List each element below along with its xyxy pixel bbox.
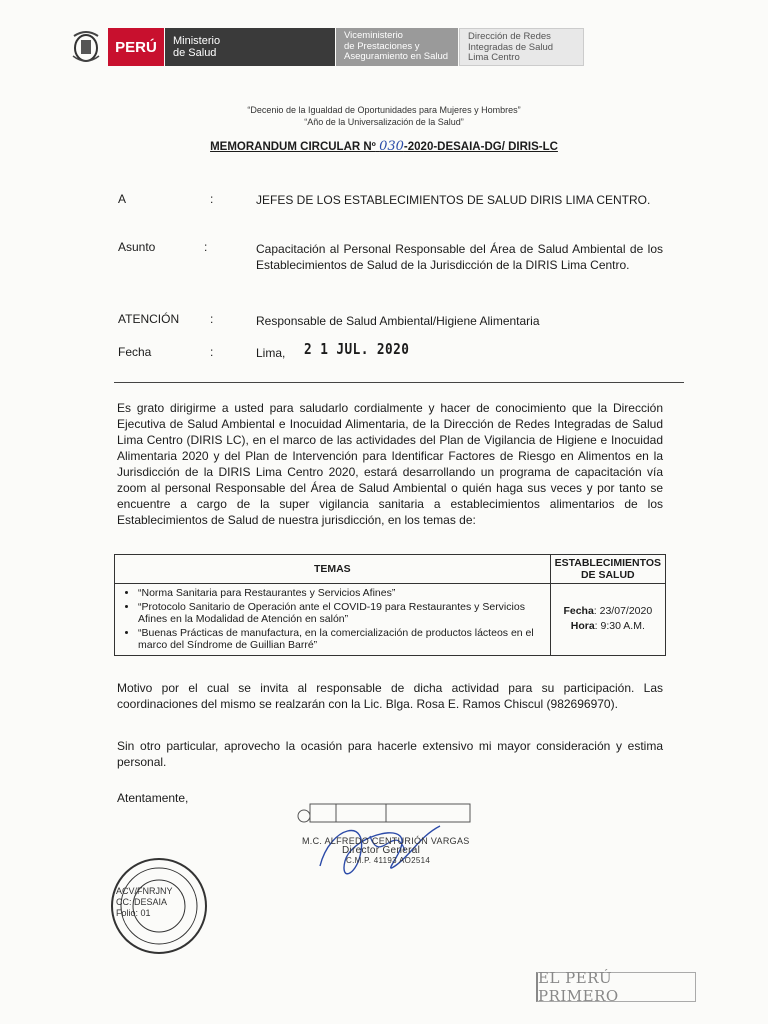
memo-prefix: MEMORANDUM CIRCULAR Nº: [210, 141, 376, 153]
col-header-establecimientos: ESTABLECIMIENTOS DE SALUD: [550, 555, 665, 584]
motivo-paragraph: Motivo por el cual se invita al responsable de dicha actividad para su participación. Las coordinaciones del mismo se realzarán con la Lic. Blga. Rosa E. Ramos Chiscul (982696970).: [117, 681, 663, 711]
signer-title: Director General: [342, 845, 421, 856]
topic-item: • “Protocolo Sanitario de Operación ante el COVID-19 para Restaurantes y Servicios Afines en la Modalidad de Atención en salón”: [138, 601, 549, 626]
schedule-time-value: : 9:30 A.M.: [594, 620, 645, 633]
schedule-time-label: Hora: [570, 620, 595, 633]
country-label: PERÚ: [108, 28, 164, 66]
salutation: Atentamente,: [117, 791, 189, 805]
topics-table: [114, 554, 666, 656]
schedule-date-label: Fecha: [563, 605, 594, 618]
initials-line: CC: DESAIA: [116, 897, 168, 907]
letterhead: [68, 24, 554, 70]
memo-suffix: -2020-DESAIA-DG/ DIRIS-LC: [403, 141, 558, 153]
memo-number: 030: [379, 139, 404, 154]
signer-name: M.C. ALFREDO CENTURIÓN VARGAS: [302, 836, 470, 846]
col-header-temas: TEMAS: [115, 555, 551, 584]
memo-title: [0, 139, 768, 154]
field-atencion-value: Responsable de Salud Ambiental/Higiene Alimentaria: [256, 314, 540, 328]
ministry-label: Ministerio de Salud: [165, 28, 335, 66]
field-atencion-colon: :: [210, 312, 214, 326]
signer-cmp: C.M.P. 41193 AO2514: [346, 856, 431, 865]
field-atencion-label: ATENCIÓN: [118, 312, 180, 326]
schedule-cell: [550, 584, 665, 656]
field-fecha-label: Fecha: [118, 345, 152, 359]
field-fecha-colon: :: [210, 345, 214, 359]
field-a-value: JEFES DE LOS ESTABLECIMIENTOS DE SALUD DIRIS LIMA CENTRO.: [256, 193, 651, 207]
decade-motto: [0, 104, 768, 128]
topic-item: • “Norma Sanitaria para Restaurantes y Servicios Afines”: [138, 587, 549, 600]
date-stamp: 2 1 JUL. 2020: [304, 340, 410, 358]
field-a-label: A: [118, 192, 127, 206]
initials-line: ACV/FNRJNY: [116, 886, 173, 896]
field-a-colon: :: [210, 192, 214, 206]
initials-block: [116, 886, 173, 919]
signature-block: [300, 836, 470, 866]
decade-line-1: “Decenio de la Igualdad de Oportunidades para Mujeres y Hombres”: [247, 105, 521, 115]
topics-list: [116, 587, 549, 652]
direction-label: Dirección de Redes Integradas de Salud Lima Centro: [459, 28, 584, 66]
schedule-date-value: : 23/07/2020: [593, 605, 653, 618]
closing-paragraph: Sin otro particular, aprovecho la ocasión para hacerle extensivo mi mayor consideración y estima personal.: [117, 739, 663, 769]
topics-cell: [115, 584, 551, 656]
field-asunto-colon: :: [204, 240, 208, 254]
initials-line: Folio: 01: [116, 908, 151, 918]
footer-logo: EL PERÚ PRIMERO: [536, 972, 696, 1002]
field-asunto-value: Capacitación al Personal Responsable del Área de Salud Ambiental de los Establecimientos de Salud de la Jurisdicción de la DIRIS Lima Centro.: [256, 242, 663, 272]
vice-ministry-label: Viceministerio de Prestaciones y Aseguramiento en Salud: [336, 28, 458, 66]
divider: [114, 382, 684, 383]
field-asunto-label: Asunto: [118, 240, 156, 254]
decade-line-2: “Año de la Universalización de la Salud”: [304, 117, 464, 127]
topic-item: • “Buenas Prácticas de manufactura, en la comercialización de productos lácteos en el marco del Síndrome de Guillian Barré”: [138, 627, 549, 652]
field-fecha-place: Lima,: [256, 346, 286, 360]
intro-paragraph: Es grato dirigirme a usted para saludarlo cordialmente y hacer de conocimiento que la Dirección Ejecutiva de Salud Ambiental e Inocuidad Alimentaria, de la Dirección de Redes Integradas de Salud Lima Centro (DIRIS LC), en el marco de las actividades del Plan de Vigilancia de Higiene e Inocuidad Alimentaria 2020 y del Plan de Intervención para Identificar Factores de Riesgo en Alimentos en la Jurisdicción de la DIRIS Lima Centro 2020, estará desarrollando un programa de capacitación vía zoom al personal Responsable del Área de Salud Ambiental o quién haga sus veces y por tanto se encuentre a cargo de la super vigilancia sanitaria a establecimientos alimentarios de los Establecimientos de Salud de nuestra jurisdicción, en los temas de:: [117, 401, 663, 527]
national-shield-icon: [68, 26, 104, 66]
